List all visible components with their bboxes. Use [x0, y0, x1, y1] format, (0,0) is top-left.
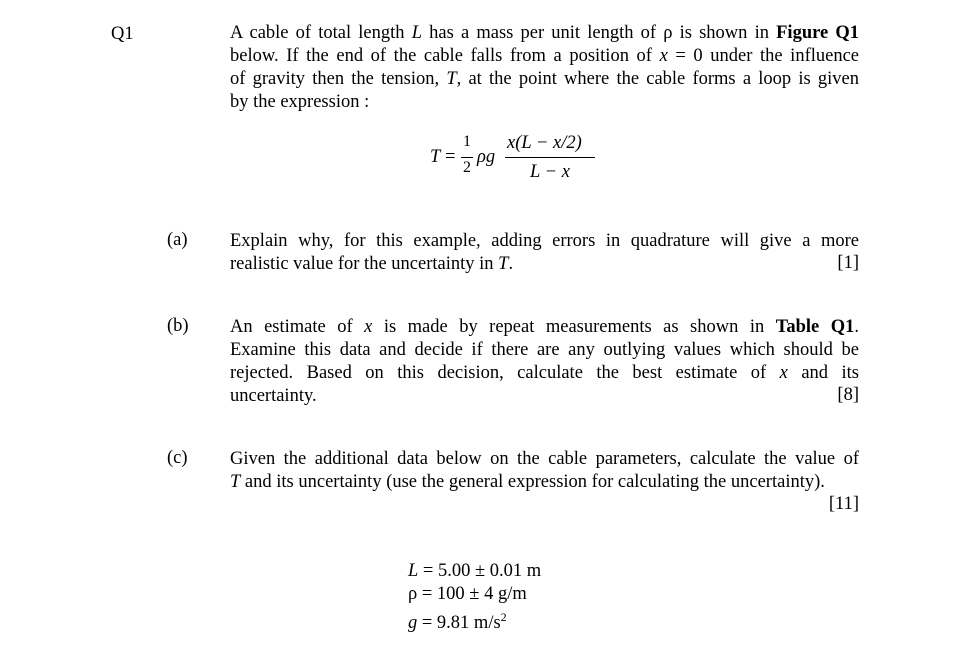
part-c-label: (c)	[167, 448, 188, 468]
question-intro	[230, 22, 859, 114]
eq-rho-g: ρg	[477, 147, 496, 167]
part-b-label: (b)	[167, 316, 189, 336]
eq-frac2-den: L − x	[530, 162, 570, 182]
eq-frac1-num: 1	[463, 133, 471, 150]
eq-frac2-bar	[505, 157, 595, 158]
part-a-line-1: Explain why, for this example, adding errors in quadrature will give a more	[230, 231, 859, 251]
part-c-line-1: Given the additional data below on the cable parameters, calculate the value of	[230, 449, 859, 469]
tension-equation	[430, 133, 630, 193]
eq-equals: =	[445, 147, 456, 167]
eq-frac2-num: x(L − x/2)	[507, 133, 582, 153]
eq-frac1-bar	[461, 157, 473, 158]
part-c-marks: [11]	[828, 494, 859, 514]
part-b-line-2: Examine this data and decide if there are any outlying values which should be	[230, 340, 859, 360]
part-a-line-2: realistic value for the uncertainty in T.	[230, 254, 514, 274]
intro-line-2: below. If the end of the cable falls from a position of x = 0 under the influence	[230, 46, 860, 66]
given-length: L = 5.00 ± 0.01 m	[408, 561, 542, 581]
part-b-line-1: An estimate of x is made by repeat measurements as shown in Table Q1.	[230, 317, 859, 337]
part-c-text	[230, 448, 859, 494]
part-c-line-2: T and its uncertainty (use the general expression for calculating the uncertainty).	[230, 472, 825, 492]
given-density: ρ = 100 ± 4 g/m	[408, 584, 527, 604]
part-a-marks: [1]	[837, 253, 859, 273]
part-a-label: (a)	[167, 230, 188, 250]
question-number: Q1	[111, 24, 134, 44]
intro-line-4: by the expression :	[230, 92, 370, 112]
intro-line-1: A cable of total length L has a mass per unit length of ρ is shown in Figure Q1	[230, 23, 859, 43]
eq-lhs: T	[430, 147, 441, 167]
part-b-line-3: rejected. Based on this decision, calculate the best estimate of x and its	[230, 363, 859, 383]
given-data	[408, 560, 541, 635]
eq-frac1-den: 2	[463, 159, 471, 176]
part-b-line-4: uncertainty.	[230, 386, 317, 406]
part-b-marks: [8]	[837, 385, 859, 405]
figure-reference: Figure Q1	[776, 23, 859, 43]
given-gravity: g = 9.81 $m/s^2$	[408, 610, 507, 634]
table-reference: Table Q1	[775, 317, 855, 337]
intro-line-3: of gravity then the tension, T, at the point where the cable forms a loop is given	[230, 69, 859, 89]
